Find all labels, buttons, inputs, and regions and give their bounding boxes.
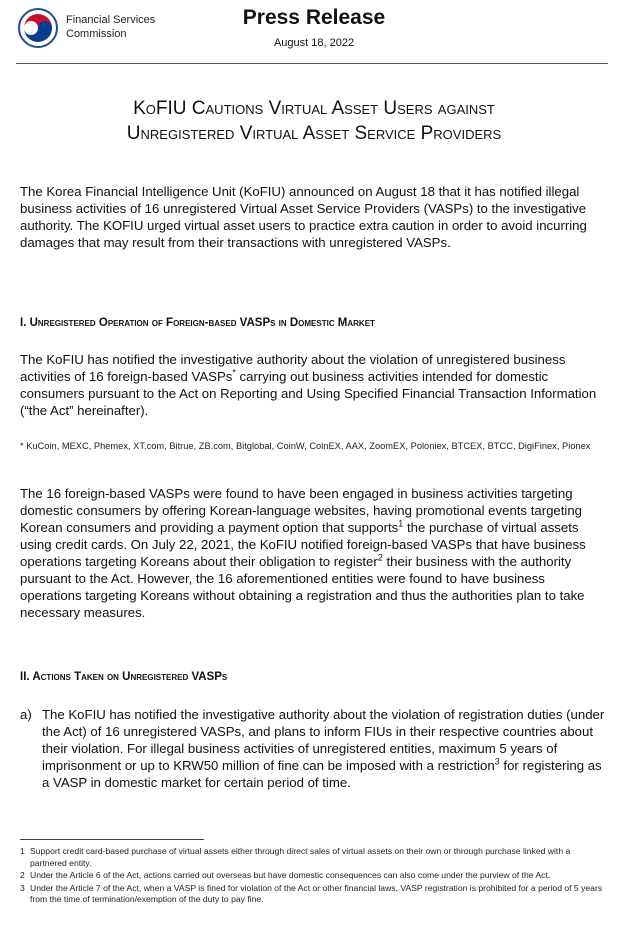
list-item-text [42,706,608,791]
document-header [0,0,628,64]
list-item-marker: a) [20,707,32,722]
footnote-ref-3: 3 [494,756,500,767]
footnote-text: Under the Article 6 of the Act, actions carried out overseas but have domestic consequences can also come under the purview of the Act. [30,870,551,880]
asterisk-note-marker: * [232,367,236,378]
footnote-text: Support credit card-based purchase of virtual assets either through direct sales of virtual assets on their own or through purchase linked with a partnered entity. [30,846,571,868]
footnote-ref-2: 2 [377,552,383,563]
section-1-heading: I. Unregistered Operation of Foreign-based VASPs in Domestic Market [20,317,375,329]
footnote [20,883,608,906]
document-title-line-2: Unregistered Virtual Asset Service Providers [126,123,502,144]
para2-text-a: The 16 foreign-based VASPs were found to have been engaged in business activities targeting domestic consumers by offering Korean-language websites, having promotional events targeting Korean consumers and providing a payment option that supports [20,486,583,535]
item-a-text-after: for registering as a VASP in domestic market for certain period of time. [42,758,602,790]
org-line-1: Financial Services [66,14,156,26]
footnote-number: 1 [20,846,25,856]
actions-list [20,706,608,791]
document-title [0,96,628,146]
section-2-heading: II. Actions Taken on Unregistered VASPs [20,671,228,683]
footnote [20,846,608,869]
para1-text-before: The KoFIU has notified the investigative authority about the violation of unregistered business activities of 16 foreign-based VASPs [20,352,566,384]
press-release-title: Press Release [242,6,386,29]
press-release-date: August 18, 2022 [273,37,355,49]
footnote-divider [20,839,204,840]
footnotes [20,846,608,907]
org-line-2: Commission [66,28,127,40]
header-divider [16,63,608,64]
para2-text-b: the purchase of virtual assets using credit cards. On July 22, 2021, the KoFIU notified foreign-based VASPs that have business operations targeting Koreans about their obligation to register [20,520,586,569]
para1-text-after: carrying out business activities intended for domestic consumers pursuant to the Act on Reporting and Using Specified Financial Transaction Information (“the Act” hereinafter). [20,369,597,418]
footnote-text: Under the Article 7 of the Act, when a VASP is fined for violation of the Act or other financial laws, VASP registration is prohibited for a period of 5 years from the time of termination/exemption of the duty to pay fine. [30,882,603,904]
section-1-paragraph-2 [20,485,608,621]
press-release-heading [0,6,628,51]
footnote [20,870,608,882]
vasp-list-note: * KuCoin, MEXC, Phemex, XT.com, Bitrue, ZB.com, Bitglobal, CoinW, CoinEX, AAX, ZoomEX, Poloniex, BTCEX, BTCC, DigiFinex, Pionex [20,441,591,451]
footnote-number: 3 [20,882,25,893]
para2-text-c: their business with the authority pursuant to the Act. However, the 16 aforementioned entities were found to have business operations targeting Koreans without obtaining a registration and thus the authorities plan to take necessary measures. [20,554,585,620]
intro-paragraph: The Korea Financial Intelligence Unit (KoFIU) announced on August 18 that it has notified illegal business activities of 16 unregistered Virtual Asset Service Providers (VASPs) to the investigative authority. The KOFIU urged virtual asset users to practice extra caution in order to avoid incurring damages that may result from their transactions with unregistered VASPs. [20,184,587,250]
section-1-paragraph-1 [20,351,608,419]
footnote-number: 2 [20,870,25,880]
footnote-ref-1: 1 [398,518,404,529]
item-a-text-before: The KoFIU has notified the investigative authority about the violation of registration duties (under the Act) of 16 unregistered VASPs, and plans to inform FIUs in their respective countries about their violation. For illegal business activities of unregistered entities, maximum 5 years of imprisonment or up to KRW50 million of fine can be imposed with a restriction [42,707,605,773]
list-item [20,706,608,791]
document-title-line-1: KoFIU Cautions Virtual Asset Users against [133,98,495,119]
